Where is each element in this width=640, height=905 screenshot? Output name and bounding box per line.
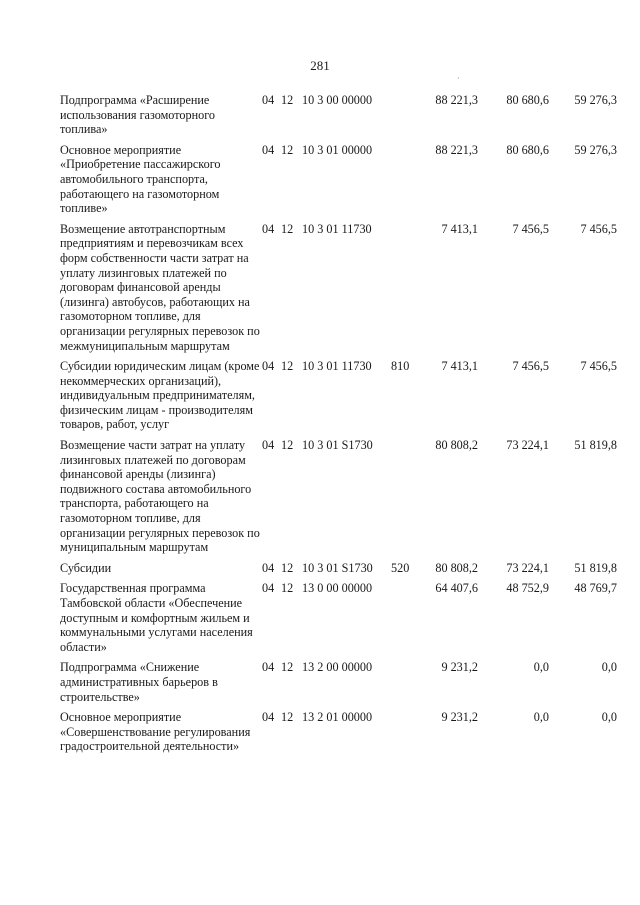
row-value-3: 51 819,8 [574,438,617,453]
row-value-1: 9 231,2 [441,710,478,725]
row-name: Основное мероприятие «Приобретение пассажирского автомобильного транспорта, работающего на газомоторном топливе» [60,142,221,216]
row-value-1: 88 221,3 [435,142,478,157]
row-csr: 10 3 01 S1730 [302,560,373,575]
row-value-2: 0,0 [533,710,549,725]
row-value-3: 59 276,3 [574,142,617,157]
row-value-1: 64 407,6 [435,581,478,596]
row-razdel: 04 [262,660,275,675]
row-razdel: 04 [262,359,275,374]
row-podrazdel: 12 [281,221,294,236]
row-name: Возмещение части затрат на уплату лизинговых платежей по договорам финансовой аренды (лизинга) подвижного состава автомобильного транспорта, работающего на газомоторном топливе, для организации регулярных перевозок по муниципальным маршрутам [60,438,260,555]
row-podrazdel: 12 [281,359,294,374]
row-csr: 10 3 00 00000 [302,93,373,107]
row-value-2: 73 224,1 [506,438,549,453]
row-csr: 10 3 01 S1730 [302,438,373,453]
row-name: Основное мероприятие «Совершенствование регулирования градостроительной деятельности» [60,710,251,754]
row-podrazdel: 12 [281,710,294,725]
table-row [60,581,625,654]
row-razdel: 04 [262,93,275,107]
row-value-2: 0,0 [533,660,549,675]
row-razdel: 04 [262,221,275,236]
row-value-3: 0,0 [601,710,617,725]
row-value-2: 7 456,5 [512,221,549,236]
table-row [60,222,625,353]
row-podrazdel: 12 [281,581,294,596]
row-value-1: 88 221,3 [435,93,478,107]
row-podrazdel: 12 [281,660,294,675]
row-razdel: 04 [262,438,275,453]
table-row [60,143,625,216]
row-value-3: 0,0 [601,660,617,675]
row-value-1: 80 808,2 [435,560,478,575]
row-podrazdel: 12 [281,560,294,575]
budget-table [60,93,625,760]
table-row [60,438,625,555]
row-name: Субсидии [60,560,112,575]
row-name: Подпрограмма «Расширение использования газомоторного топлива» [60,93,215,137]
table-row [60,359,625,432]
row-csr: 13 2 00 00000 [302,660,373,675]
row-podrazdel: 12 [281,142,294,157]
row-value-1: 9 231,2 [441,660,478,675]
row-csr: 10 3 01 11730 [302,221,372,236]
row-value-3: 48 769,7 [574,581,617,596]
row-podrazdel: 12 [281,438,294,453]
table-row [60,561,625,576]
table-row [60,710,625,754]
row-value-2: 80 680,6 [506,142,549,157]
row-value-2: 80 680,6 [506,93,549,107]
row-value-3: 7 456,5 [580,359,617,374]
table-row [60,660,625,704]
row-razdel: 04 [262,560,275,575]
row-value-2: 73 224,1 [506,560,549,575]
row-value-1: 80 808,2 [435,438,478,453]
row-csr: 10 3 01 00000 [302,142,373,157]
row-value-3: 51 819,8 [574,560,617,575]
row-name: Подпрограмма «Снижение административных барьеров в строительстве» [60,660,218,704]
row-name: Субсидии юридическим лицам (кроме некоммерческих организаций), индивидуальным предпринимателям, физическим лицам - производителям товаров, работ, услуг [60,359,260,432]
scan-mark: · [457,74,460,83]
row-vr: 810 [391,359,410,374]
row-name: Возмещение автотранспортным предприятиям и перевозчикам всех форм собственности части затрат на уплату лизинговых платежей по договорам финансовой аренды (лизинга) автобусов, работающих на газомоторном топливе, для организации регулярных перевозок по межмуниципальным маршрутам [60,221,260,353]
row-razdel: 04 [262,581,275,596]
row-value-2: 7 456,5 [512,359,549,374]
page-number: 281 [310,58,330,73]
row-csr: 13 0 00 00000 [302,581,373,596]
row-razdel: 04 [262,710,275,725]
table-row [60,93,625,137]
row-razdel: 04 [262,142,275,157]
row-value-3: 7 456,5 [580,221,617,236]
row-csr: 10 3 01 11730 [302,359,372,374]
row-podrazdel: 12 [281,93,294,107]
row-value-2: 48 752,9 [506,581,549,596]
row-name: Государственная программа Тамбовской области «Обеспечение доступным и комфортным жильем и коммунальными услугами населения области» [60,581,253,654]
row-csr: 13 2 01 00000 [302,710,373,725]
row-value-3: 59 276,3 [574,93,617,107]
row-vr: 520 [391,560,410,575]
row-value-1: 7 413,1 [441,221,478,236]
row-value-1: 7 413,1 [441,359,478,374]
